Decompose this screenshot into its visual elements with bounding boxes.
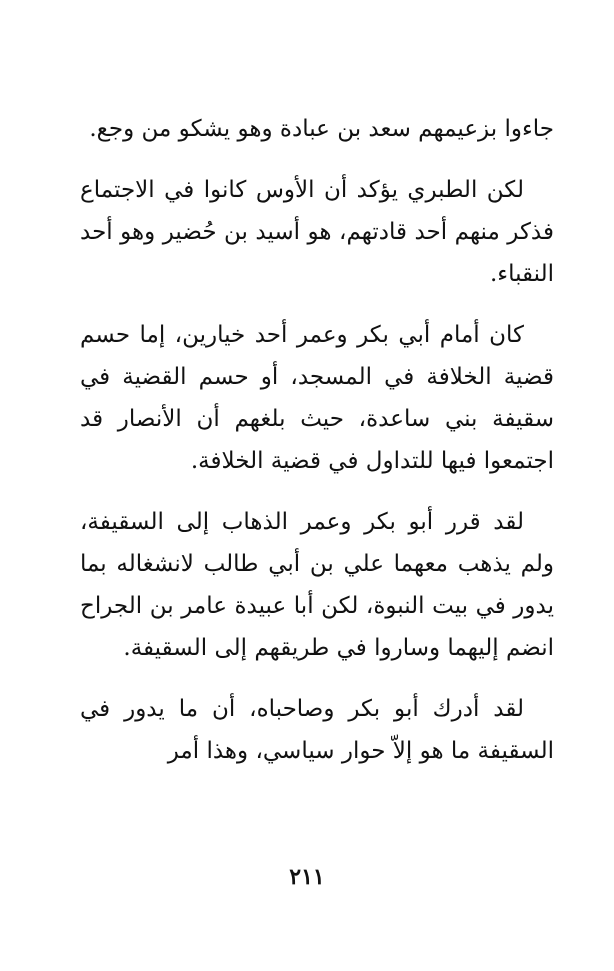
body-text: [80, 108, 554, 791]
paragraph-4: لقد قرر أبو بكر وعمر الذهاب إلى السقيفة، ولم يذهب معهما علي بن أبي طالب لانشغاله بما يدور في بيت النبوة، لكن أبا عبيدة عامر بن الجراح انضم إليهما وساروا في طريقهم إلى السقيفة.: [80, 509, 554, 661]
page-number: ٢١١: [289, 864, 325, 890]
paragraph-1: جاءوا بزعيمهم سعد بن عبادة وهو يشكو من وجع.: [89, 116, 554, 142]
paragraph-3: كان أمام أبي بكر وعمر أحد خيارين، إما حسم قضية الخلافة في المسجد، أو حسم القضية في سقيفة بني ساعدة، حيث بلغهم أن الأنصار قد اجتمعوا فيها للتداول في قضية الخلافة.: [80, 322, 554, 474]
paragraph-2: لكن الطبري يؤكد أن الأوس كانوا في الاجتماع فذكر منهم أحد قادتهم، هو أسيد بن حُضير وهو أحد النقباء.: [80, 177, 554, 287]
paragraph-5: لقد أدرك أبو بكر وصاحباه، أن ما يدور في السقيفة ما هو إلاّ حوار سياسي، وهذا أمر: [80, 696, 554, 764]
